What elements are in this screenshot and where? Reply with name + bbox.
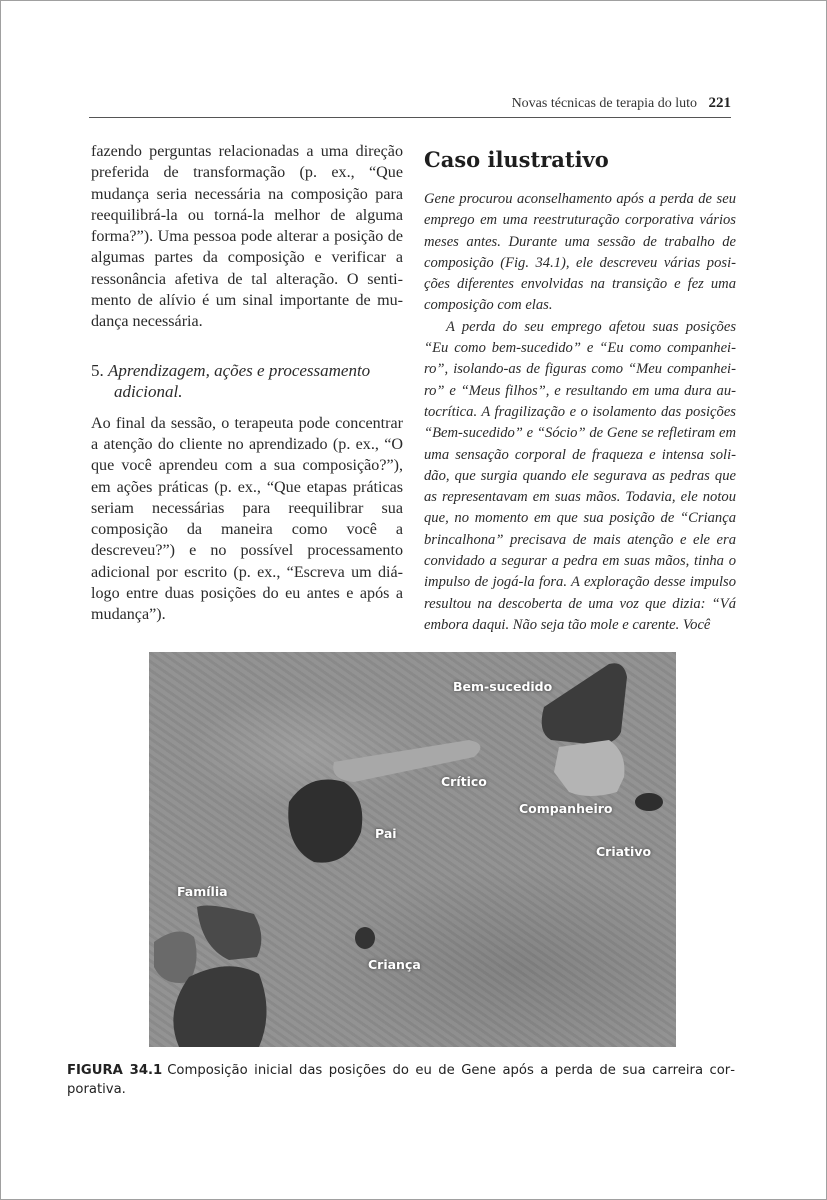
label-crianca: Criança — [368, 957, 421, 972]
right-column — [424, 141, 736, 636]
left-paragraph-2: Ao final da sessão, o terapeuta pode concentrar a atenção do cliente no aprendizado (p. ex., “O que você aprendeu com a sua composição?”), em ações práticas (p. ex., “Que etapas práticas seriam necessárias para reequilibrar sua composição da maneira como você a descreveu?”) e no possível processamento adicional por escrito (p. ex., “Escreva um diálogo entre duas posições do eu antes e após a mudança”). — [91, 414, 403, 624]
left-paragraph-1: fazendo perguntas relacionadas a uma direção preferida de transformação (p. ex., “Que mudança seria necessária na composição para reequilibrá-la ou torná-la melhor de alguma forma?”). Uma pessoa pode alterar a posição de algumas partes da composição e verificar a ressonância afetiva de tal alteração. O sentimento de alívio é um sinal importante de mudança necessária. — [91, 143, 403, 331]
figure-caption-label: FIGURA 34.1 — [67, 1063, 163, 1078]
label-bem-sucedido: Bem-sucedido — [453, 679, 553, 694]
label-criativo: Criativo — [596, 844, 652, 859]
figure-caption — [67, 1061, 735, 1099]
figure-caption-text: Composição inicial das posições do eu de Gene após a perda de sua carreira corporativa. — [67, 1063, 735, 1097]
running-head — [89, 95, 731, 118]
label-familia: Família — [177, 884, 228, 899]
right-paragraph-1: Gene procurou aconselhamento após a perda de seu emprego em uma reestruturação corporativa vários meses antes. Durante uma sessão de trabalho de composição (Fig. 34.1), ele descreveu várias posições diferentes envolvidas na transição e fez uma composição com elas. — [424, 191, 736, 314]
left-column — [91, 141, 403, 626]
section-item-title: Aprendizagem, ações e processamento adicional. — [108, 360, 371, 401]
figure-photo-stones-on-sand — [149, 652, 676, 1047]
page-number: 221 — [708, 95, 731, 111]
label-pai: Pai — [375, 826, 397, 841]
running-head-title: Novas técnicas de terapia do luto — [511, 96, 697, 111]
section-item-number: 5. — [91, 360, 104, 380]
label-critico: Crítico — [441, 774, 487, 789]
section-heading: Caso ilustrativo — [424, 147, 609, 172]
right-paragraph-2: A perda do seu emprego afetou suas posições “Eu como bem-sucedido” e “Eu como companheiro”, isolando-as de figuras como “Meu companheiro” e “Meus filhos”, e resultando em uma dura autocrítica. A fragilização e o isolamento das posições “Bem-sucedido” e “Sócio” de Gene se refletiram em uma sensação corporal de fraqueza e intensa solidão, que surgia quando ele segurava as pedras que as representavam em suas mãos. Todavia, ele notou que, no momento em que sua posição de “Criança brincalhona” precisava de mais atenção e ele era convidado a segurar a pedra em suas mãos, tinha o impulso de jogá-la fora. A exploração desse impulso resultou na descoberta de uma voz que dizia: “Vá embora daqui. Não seja tão mole e carente. Você — [424, 318, 736, 633]
label-companheiro: Companheiro — [519, 801, 613, 816]
section-item-5 — [91, 360, 403, 402]
